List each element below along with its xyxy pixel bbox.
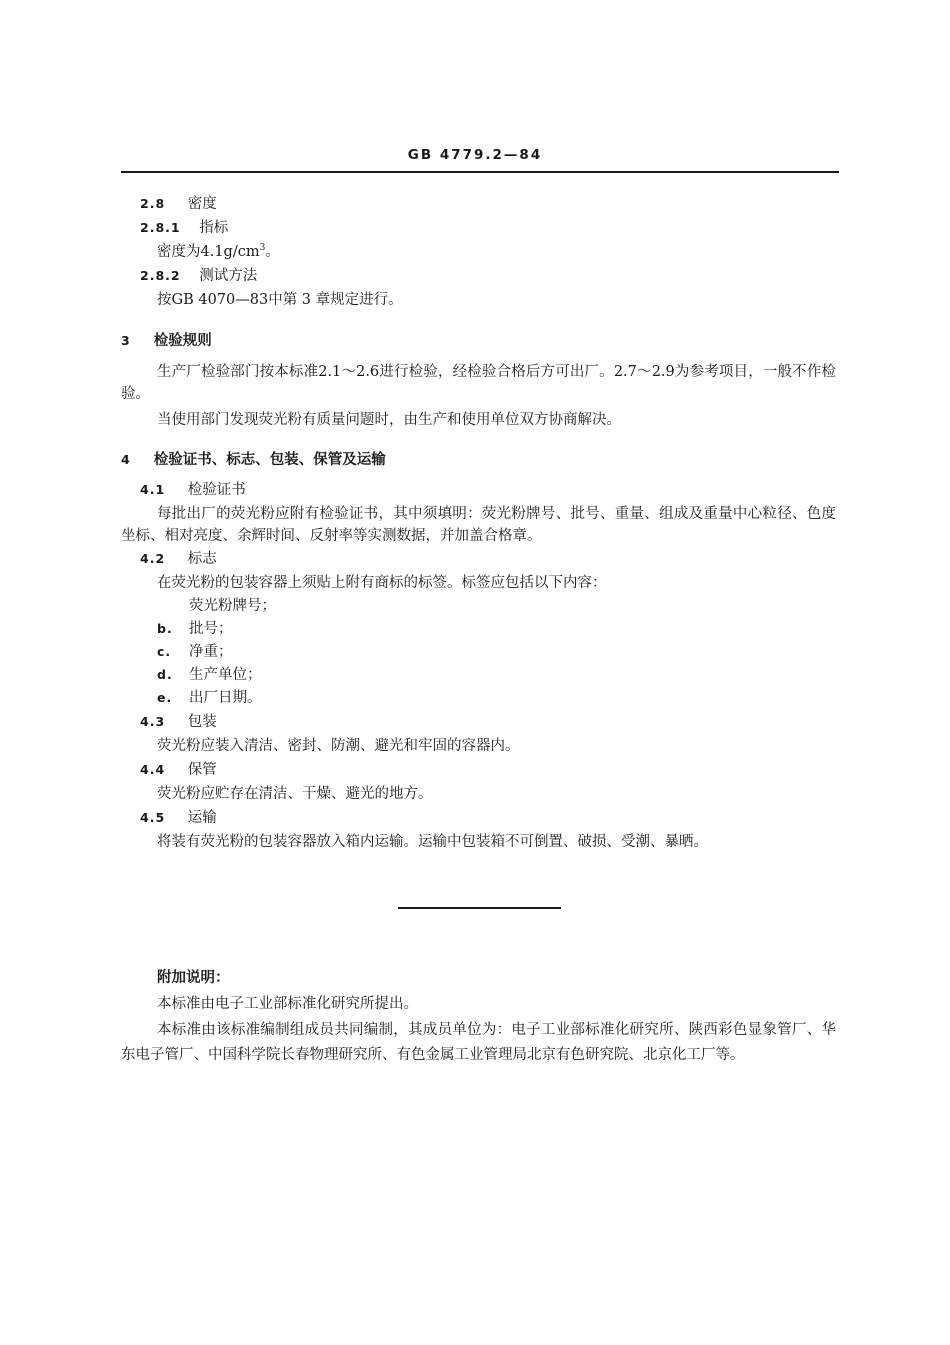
section-title: 指标 <box>199 220 229 236</box>
notes-paragraph-2: 本标准由该标准编制组成员共同编制，其成员单位为：电子工业部标准化研究所、陕西彩色显象管厂、华东电子管厂、中国科学院长春物理研究所、有色金属工业管理局北京有色研究院、北京化工厂等。 <box>121 1022 836 1063</box>
section-2-8-1-heading <box>140 216 228 237</box>
section-2-8-2-heading <box>140 264 257 285</box>
end-rule <box>398 907 561 909</box>
storage-text: 荧光粉应贮存在清洁、干燥、避光的地方。 <box>157 786 433 802</box>
density-text-end: 。 <box>265 244 280 260</box>
section-number: 4.5 <box>140 810 166 825</box>
section-number: 4.2 <box>140 551 166 566</box>
packaging-text: 荧光粉应装入清洁、密封、防潮、避光和牢固的容器内。 <box>157 738 520 754</box>
section-title: 检验证书 <box>187 482 246 498</box>
section-4-3-heading <box>140 710 217 731</box>
section-4-5-heading <box>140 806 217 827</box>
dispute-paragraph: 当使用部门发现荧光粉有质量问题时，由生产和使用单位双方协商解决。 <box>157 412 621 428</box>
transport-text: 将装有荧光粉的包装容器放入箱内运输。运输中包装箱不可倒置、破损、受潮、暴晒。 <box>157 834 708 850</box>
section-title: 密度 <box>187 196 217 212</box>
section-number: 4.1 <box>140 482 166 497</box>
section-number: 4 <box>121 452 131 467</box>
section-number: 4.4 <box>140 762 166 777</box>
inspection-rule-paragraph: 生产厂检验部门按本标准2.1～2.6进行检验，经检验合格后方可出厂。2.7～2.9为参考项目，一般不作检验。 <box>121 364 836 402</box>
notes-paragraph-1: 本标准由电子工业部标准化研究所提出。 <box>157 996 418 1012</box>
test-method-text: 按GB 4070—83中第 3 章规定进行。 <box>157 292 403 308</box>
section-4-2-heading <box>140 547 217 568</box>
density-value-text <box>157 240 280 261</box>
section-3-heading <box>121 329 212 350</box>
label-list-item <box>157 640 233 661</box>
list-marker: c. <box>157 644 172 659</box>
section-title: 测试方法 <box>199 268 258 284</box>
section-number: 3 <box>121 333 131 348</box>
section-number: 2.8.1 <box>140 220 181 235</box>
label-list-item <box>157 686 262 707</box>
list-text: 批号； <box>189 621 233 637</box>
list-text: 荧光粉牌号； <box>189 598 276 614</box>
section-title: 标志 <box>187 551 217 567</box>
label-list-item <box>157 617 233 638</box>
section-title: 运输 <box>187 810 217 826</box>
document-code: GB 4779.2—84 <box>407 147 543 163</box>
section-title: 包装 <box>187 714 217 730</box>
list-marker: b. <box>157 621 173 636</box>
label-list-item <box>157 594 276 615</box>
certificate-paragraph: 每批出厂的荧光粉应附有检验证书，其中须填明：荧光粉牌号、批号、重量、组成及重量中心粒径、色度坐标、相对亮度、余辉时间、反射率等实测数据，并加盖合格章。 <box>121 506 836 544</box>
label-list-item <box>157 663 262 684</box>
section-title: 保管 <box>187 762 217 778</box>
section-4-4-heading <box>140 758 217 779</box>
section-4-1-heading <box>140 478 246 499</box>
label-paragraph: 在荧光粉的包装容器上须贴上附有商标的标签。标签应包括以下内容： <box>157 575 607 591</box>
density-exponent: 3 <box>259 243 266 254</box>
section-number: 2.8.2 <box>140 268 181 283</box>
list-text: 净重； <box>189 644 233 660</box>
section-4-heading <box>121 448 386 469</box>
notes-title: 附加说明： <box>157 969 230 986</box>
list-marker: d. <box>157 667 173 682</box>
list-text: 出厂日期。 <box>189 690 262 706</box>
section-number: 4.3 <box>140 714 166 729</box>
density-text: 密度为4.1g/cm <box>157 244 260 260</box>
header-rule <box>121 171 839 173</box>
section-number: 2.8 <box>140 196 166 211</box>
section-title: 检验规则 <box>153 332 212 349</box>
list-text: 生产单位； <box>189 667 262 683</box>
list-marker: e. <box>157 690 173 705</box>
section-title: 检验证书、标志、包装、保管及运输 <box>153 451 386 468</box>
section-2-8-heading <box>140 192 217 213</box>
